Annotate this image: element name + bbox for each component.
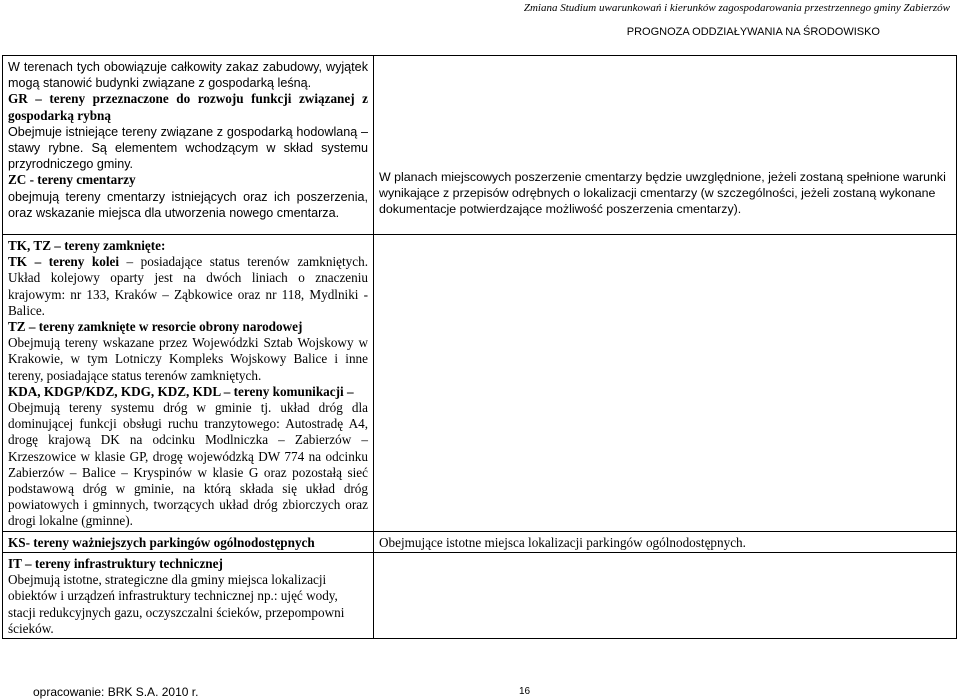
section-heading-ks: KS- tereny ważniejszych parkingów ogólnodostępnych bbox=[8, 534, 315, 550]
paragraph: obejmują tereny cmentarzy istniejących oraz ich poszerzenia, oraz wskazanie miejsca dla utworzenia nowego cmentarza. bbox=[8, 189, 368, 220]
page-number: 16 bbox=[519, 686, 531, 697]
table-row bbox=[3, 531, 957, 552]
content-table bbox=[2, 55, 957, 639]
left-cell bbox=[3, 235, 374, 532]
paragraph: Obejmują tereny wskazane przez Wojewódzki Sztab Wojskowy w Krakowie, w tym Lotniczy Kompleks Wojskowy Balice i inne tereny, posiadające status terenów zamkniętych. bbox=[8, 335, 368, 383]
table-row bbox=[3, 235, 957, 532]
paragraph: W terenach tych obowiązuje całkowity zakaz zabudowy, wyjątek mogą stanowić budynki związane z gospodarką leśną. bbox=[8, 60, 368, 91]
paragraph: Obejmujące istotne miejsca lokalizacji parkingów ogólnodostępnych. bbox=[379, 534, 746, 550]
table-row bbox=[3, 552, 957, 638]
section-heading-kd: KDA, KDGP/KDZ, KDG, KDZ, KDL – tereny komunikacji – bbox=[8, 383, 354, 399]
right-cell bbox=[374, 531, 957, 552]
paragraph: Obejmują tereny systemu dróg w gminie tj. układ dróg dla dominującej funkcji obsługi ruchu tranzytowego: Autostradę A4, drogę krajową DK na odcinku Modlniczka – Zabierzów – Krzeszowice w klasie GP, drogę wojewódzką DW 774 na odcinku Zabierzów – Balice – Kryspinów w klasie G oraz pozostałą sieć podstawową dróg w gminie, na którą składa się układ dróg powiatowych i gminnych, tworzących układ dróg zbiorczych oraz drogi lokalne (gminne). bbox=[8, 400, 368, 529]
right-cell bbox=[374, 552, 957, 638]
left-cell bbox=[3, 552, 374, 638]
section-heading-zc: ZC - tereny cmentarzy bbox=[8, 172, 136, 188]
paragraph: Obejmuje istniejące tereny związane z gospodarką hodowlaną – stawy rybne. Są elementem wchodzącym w skład systemu przyrodniczego gminy. bbox=[8, 124, 368, 172]
inline-text: – posiadające status terenów zamkniętych. Układ kolejowy oparty jest na dwóch liniach o znaczeniu krajowym: nr 133, Kraków – Ząbkowice oraz nr 118, Mydlniki - Balice. bbox=[8, 254, 368, 318]
right-cell bbox=[374, 235, 957, 532]
footer-prepared-by: opracowanie: BRK S.A. 2010 r. bbox=[33, 685, 199, 699]
paragraph: W planach miejscowych poszerzenie cmentarzy będzie uwzględnione, jeżeli zostaną spełnione warunki wynikające z przepisów odrębnych o lokalizacji cmentarzy (w szczególności, jeżeli zostaną wykonane dokumentacje potwierdzające możliwość poszerzenia cmentarzy). bbox=[379, 170, 946, 217]
section-header: PROGNOZA ODDZIAŁYWANIA NA ŚRODOWISKO bbox=[626, 26, 880, 38]
table-row bbox=[3, 56, 957, 235]
section-heading-tk-tz: TK, TZ – tereny zamknięte: bbox=[8, 238, 166, 254]
paragraph: Obejmują istotne, strategiczne dla gminy miejsca lokalizacji obiektów i urządzeń infrastruktury technicznej np.: ujęć wody, stacji redukcyjnych gazu, oczyszczalni ścieków, przepompowni ścieków. bbox=[8, 572, 345, 636]
paragraph bbox=[8, 254, 368, 319]
section-heading-tz: TZ – tereny zamknięte w resorcie obrony narodowej bbox=[8, 319, 303, 335]
section-heading-gr: GR – tereny przeznaczone do rozwoju funkcji związanej z gospodarką rybną bbox=[8, 91, 368, 123]
inline-heading-tk: TK – tereny kolei bbox=[8, 254, 120, 270]
section-heading-it: IT – tereny infrastruktury technicznej bbox=[8, 555, 223, 571]
left-cell bbox=[3, 531, 374, 552]
left-cell bbox=[3, 56, 374, 235]
right-cell bbox=[374, 56, 957, 235]
document-title-header: Zmiana Studium uwarunkowań i kierunków zagospodarowania przestrzennego gminy Zabierzów bbox=[523, 2, 950, 14]
